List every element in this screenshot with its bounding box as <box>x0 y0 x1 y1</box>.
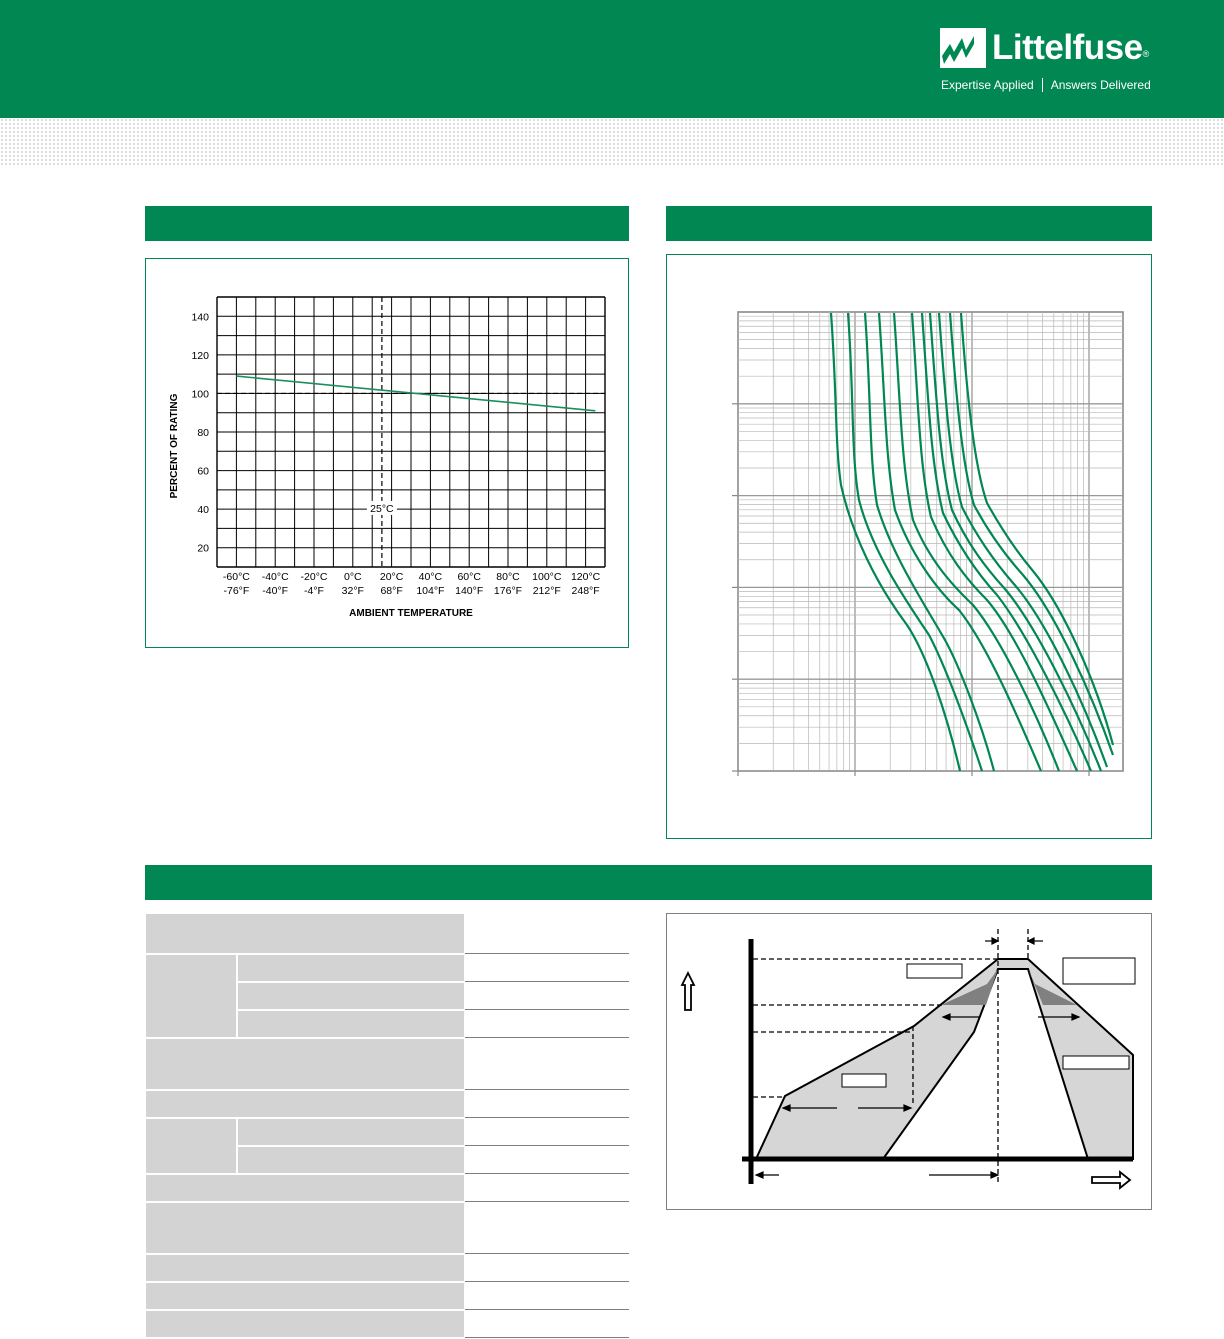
y-tick-label: 140 <box>191 311 209 324</box>
x-tick-label-celsius: -60°C <box>222 571 250 583</box>
fuse-curve <box>879 313 1041 771</box>
label-box <box>1063 958 1135 984</box>
spec-value-cell <box>465 1282 629 1310</box>
spec-row-label <box>145 1038 465 1090</box>
fuse-curve <box>865 313 994 771</box>
spec-row-header <box>145 913 465 954</box>
x-tick-label-fahrenheit: 32°F <box>341 585 364 597</box>
spec-row-label <box>237 1146 465 1174</box>
spec-row-label <box>237 1118 465 1146</box>
spec-value-cell <box>465 982 629 1010</box>
y-tick-label: 100 <box>191 388 209 401</box>
soldering-spec-table <box>145 913 629 1338</box>
x-tick-label-fahrenheit: 248°F <box>571 585 600 597</box>
x-tick-label-fahrenheit: 212°F <box>532 585 561 597</box>
x-tick-label-celsius: 100°C <box>532 571 562 583</box>
spec-group-cell <box>145 1118 237 1174</box>
littelfuse-logo-icon <box>940 28 986 68</box>
spec-row-label <box>145 1202 465 1254</box>
soldering-section-bar <box>145 865 1152 900</box>
spec-value-cell <box>465 1146 629 1174</box>
spec-row-label <box>237 1010 465 1038</box>
spec-group-cell <box>145 954 237 1038</box>
time-current-chart <box>667 255 1153 840</box>
x-tick-label-fahrenheit: 68°F <box>380 585 403 597</box>
x-tick-label-celsius: 120°C <box>570 571 601 583</box>
y-axis-title: PERCENT OF RATING <box>169 393 180 499</box>
x-tick-label-celsius: 40°C <box>418 571 443 583</box>
x-tick-label-celsius: 60°C <box>457 571 481 583</box>
reference-label: 25°C <box>370 502 394 515</box>
spec-row-label <box>237 954 465 982</box>
x-tick-label-fahrenheit: 176°F <box>493 585 523 597</box>
brand-logo[interactable] <box>940 26 1160 96</box>
spec-row-label <box>145 1282 465 1310</box>
spec-value-cell <box>465 1010 629 1038</box>
x-tick-label-celsius: -20°C <box>300 571 328 583</box>
y-tick-label: 120 <box>191 349 209 362</box>
derating-grid <box>217 297 605 567</box>
fuse-curve <box>922 313 1091 771</box>
temperature-up-arrow-icon <box>682 973 694 1010</box>
y-tick-label: 80 <box>197 427 209 439</box>
spec-value-cell <box>465 913 629 954</box>
x-tick-label-celsius: -40°C <box>261 571 289 583</box>
spec-value-cell <box>465 1090 629 1118</box>
spec-row-label <box>145 1310 465 1338</box>
spec-value-cell <box>465 954 629 982</box>
spec-row-label <box>145 1254 465 1282</box>
x-tick-label-celsius: 20°C <box>379 571 404 583</box>
spec-value-cell <box>465 1038 629 1090</box>
x-tick-label-fahrenheit: -76°F <box>223 585 250 597</box>
derating-marks <box>191 297 605 597</box>
x-tick-label-fahrenheit: 140°F <box>455 585 484 597</box>
brand-name: Littelfuse® <box>992 28 1149 67</box>
reflow-profile-diagram <box>667 914 1153 1211</box>
derating-chart <box>146 259 630 649</box>
spec-row-label <box>145 1174 465 1202</box>
x-tick-label-fahrenheit: 104°F <box>416 585 445 597</box>
spec-value-cell <box>465 1310 629 1338</box>
spec-value-cell <box>465 1118 629 1146</box>
brand-tagline: Expertise Applied Answers Delivered <box>941 78 1151 92</box>
label-box <box>842 1074 886 1087</box>
spec-value-cell <box>465 1202 629 1254</box>
x-tick-label-fahrenheit: -4°F <box>304 585 324 597</box>
y-tick-label: 20 <box>197 542 209 555</box>
y-tick-label: 60 <box>197 465 209 478</box>
x-tick-label-celsius: 0°C <box>343 571 362 583</box>
time-current-chart-panel <box>666 254 1152 839</box>
label-box <box>907 964 962 978</box>
time-current-section-bar <box>666 206 1152 241</box>
spec-row-label <box>145 1090 465 1118</box>
y-tick-label: 40 <box>197 504 209 517</box>
time-right-arrow-icon <box>1092 1172 1130 1188</box>
fuse-curve <box>961 313 1113 745</box>
dot-pattern-band <box>0 118 1224 166</box>
fuse-curve <box>831 313 960 771</box>
header-band <box>0 0 1224 118</box>
spec-value-cell <box>465 1254 629 1282</box>
spec-value-cell <box>465 1174 629 1202</box>
x-tick-label-fahrenheit: -40°F <box>262 585 289 597</box>
fuse-curve <box>939 313 1107 767</box>
spec-row-label <box>237 982 465 1010</box>
label-box <box>1063 1056 1129 1069</box>
derating-chart-panel <box>145 258 629 648</box>
fuse-curve <box>894 313 1059 771</box>
reflow-profile-panel <box>666 913 1152 1210</box>
derating-section-bar <box>145 206 629 241</box>
x-tick-label-celsius: 80°C <box>496 571 520 583</box>
x-axis-title: AMBIENT TEMPERATURE <box>349 608 473 619</box>
